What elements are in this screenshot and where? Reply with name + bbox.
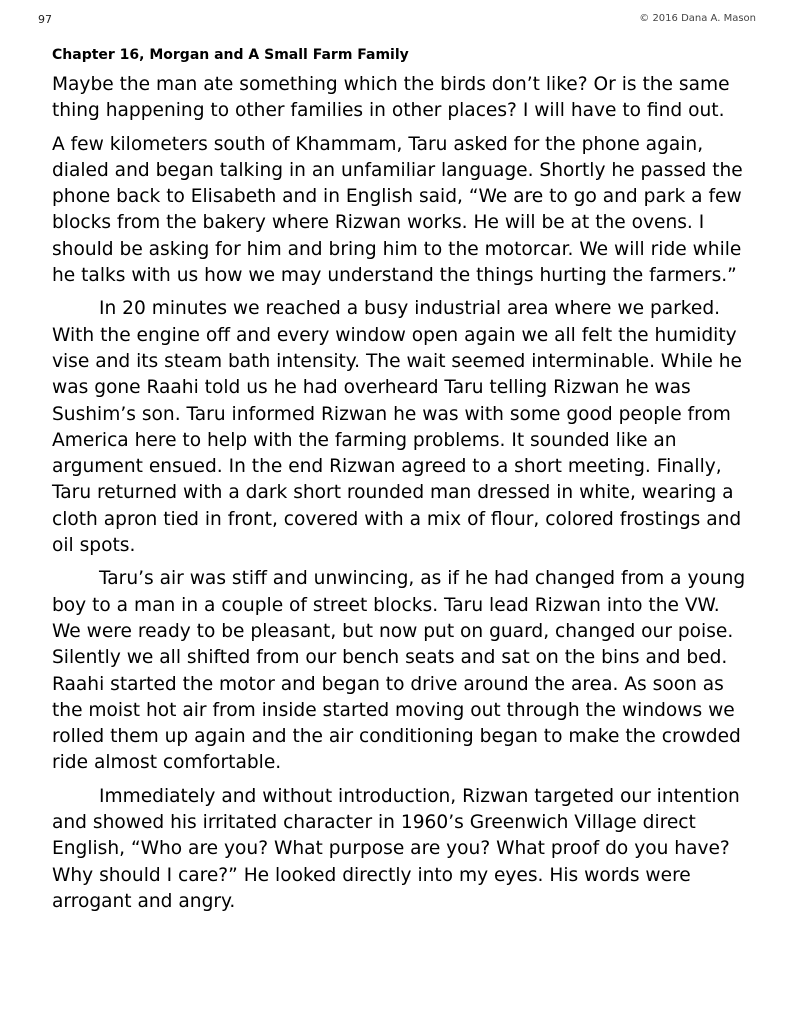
chapter-heading: Chapter 16, Morgan and A Small Farm Family — [52, 47, 409, 63]
copyright-notice: © 2016 Dana A. Mason — [639, 13, 756, 24]
page-number: 97 — [38, 13, 52, 26]
paragraph-4: Taru’s air was stiff and unwincing, as if he had changed from a young boy to a man in a couple of street blocks. Taru lead Rizwan into the VW. We were ready to be pleasant, but now put on guard, changed our poise. Silently we all shifted from our bench seats and sat on the bins and bed. Raahi started the motor and began to drive around the area. As soon as the moist hot air from inside started moving out through the windows we rolled them up again and the air conditioning began to make the crowded ride almost comfortable. — [52, 568, 746, 774]
paragraph-1: Maybe the man ate something which the birds don’t like? Or is the same thing happening to other families in other places? I will have to find out. — [52, 74, 730, 122]
paragraph-3: In 20 minutes we reached a busy industrial area where we parked. With the engine off and every window open again we all felt the humidity vise and its steam bath intensity. The wait seemed interminable. While he was gone Raahi told us he had overheard Taru telling Rizwan he was Sushim’s son. Taru informed Rizwan he was with some good people from America here to help with the farming problems. It sounded like an argument ensued. In the end Rizwan agreed to a short meeting. Finally, Taru returned with a dark short rounded man dressed in white, wearing a cloth apron tied in front, covered with a mix of flour, colored frostings and oil spots. — [52, 298, 743, 557]
paragraph-5: Immediately and without introduction, Rizwan targeted our intention and showed his irritated character in 1960’s Greenwich Village direct English, “Who are you? What purpose are you? What proof do you have? Why should I care?” He looked directly into my eyes. His words were arrogant and angry. — [52, 785, 740, 912]
paragraph-2: A few kilometers south of Khammam, Taru asked for the phone again, dialed and began talking in an unfamiliar language. Shortly he passed the phone back to Elisabeth and in English said, “We are to go and park a few blocks from the bakery where Rizwan works. He will be at the ovens. I should be asking for him and bring him to the motorcar. We will ride while he talks with us how we may understand the things hurting the farmers.” — [52, 133, 743, 287]
body-text — [52, 72, 752, 922]
